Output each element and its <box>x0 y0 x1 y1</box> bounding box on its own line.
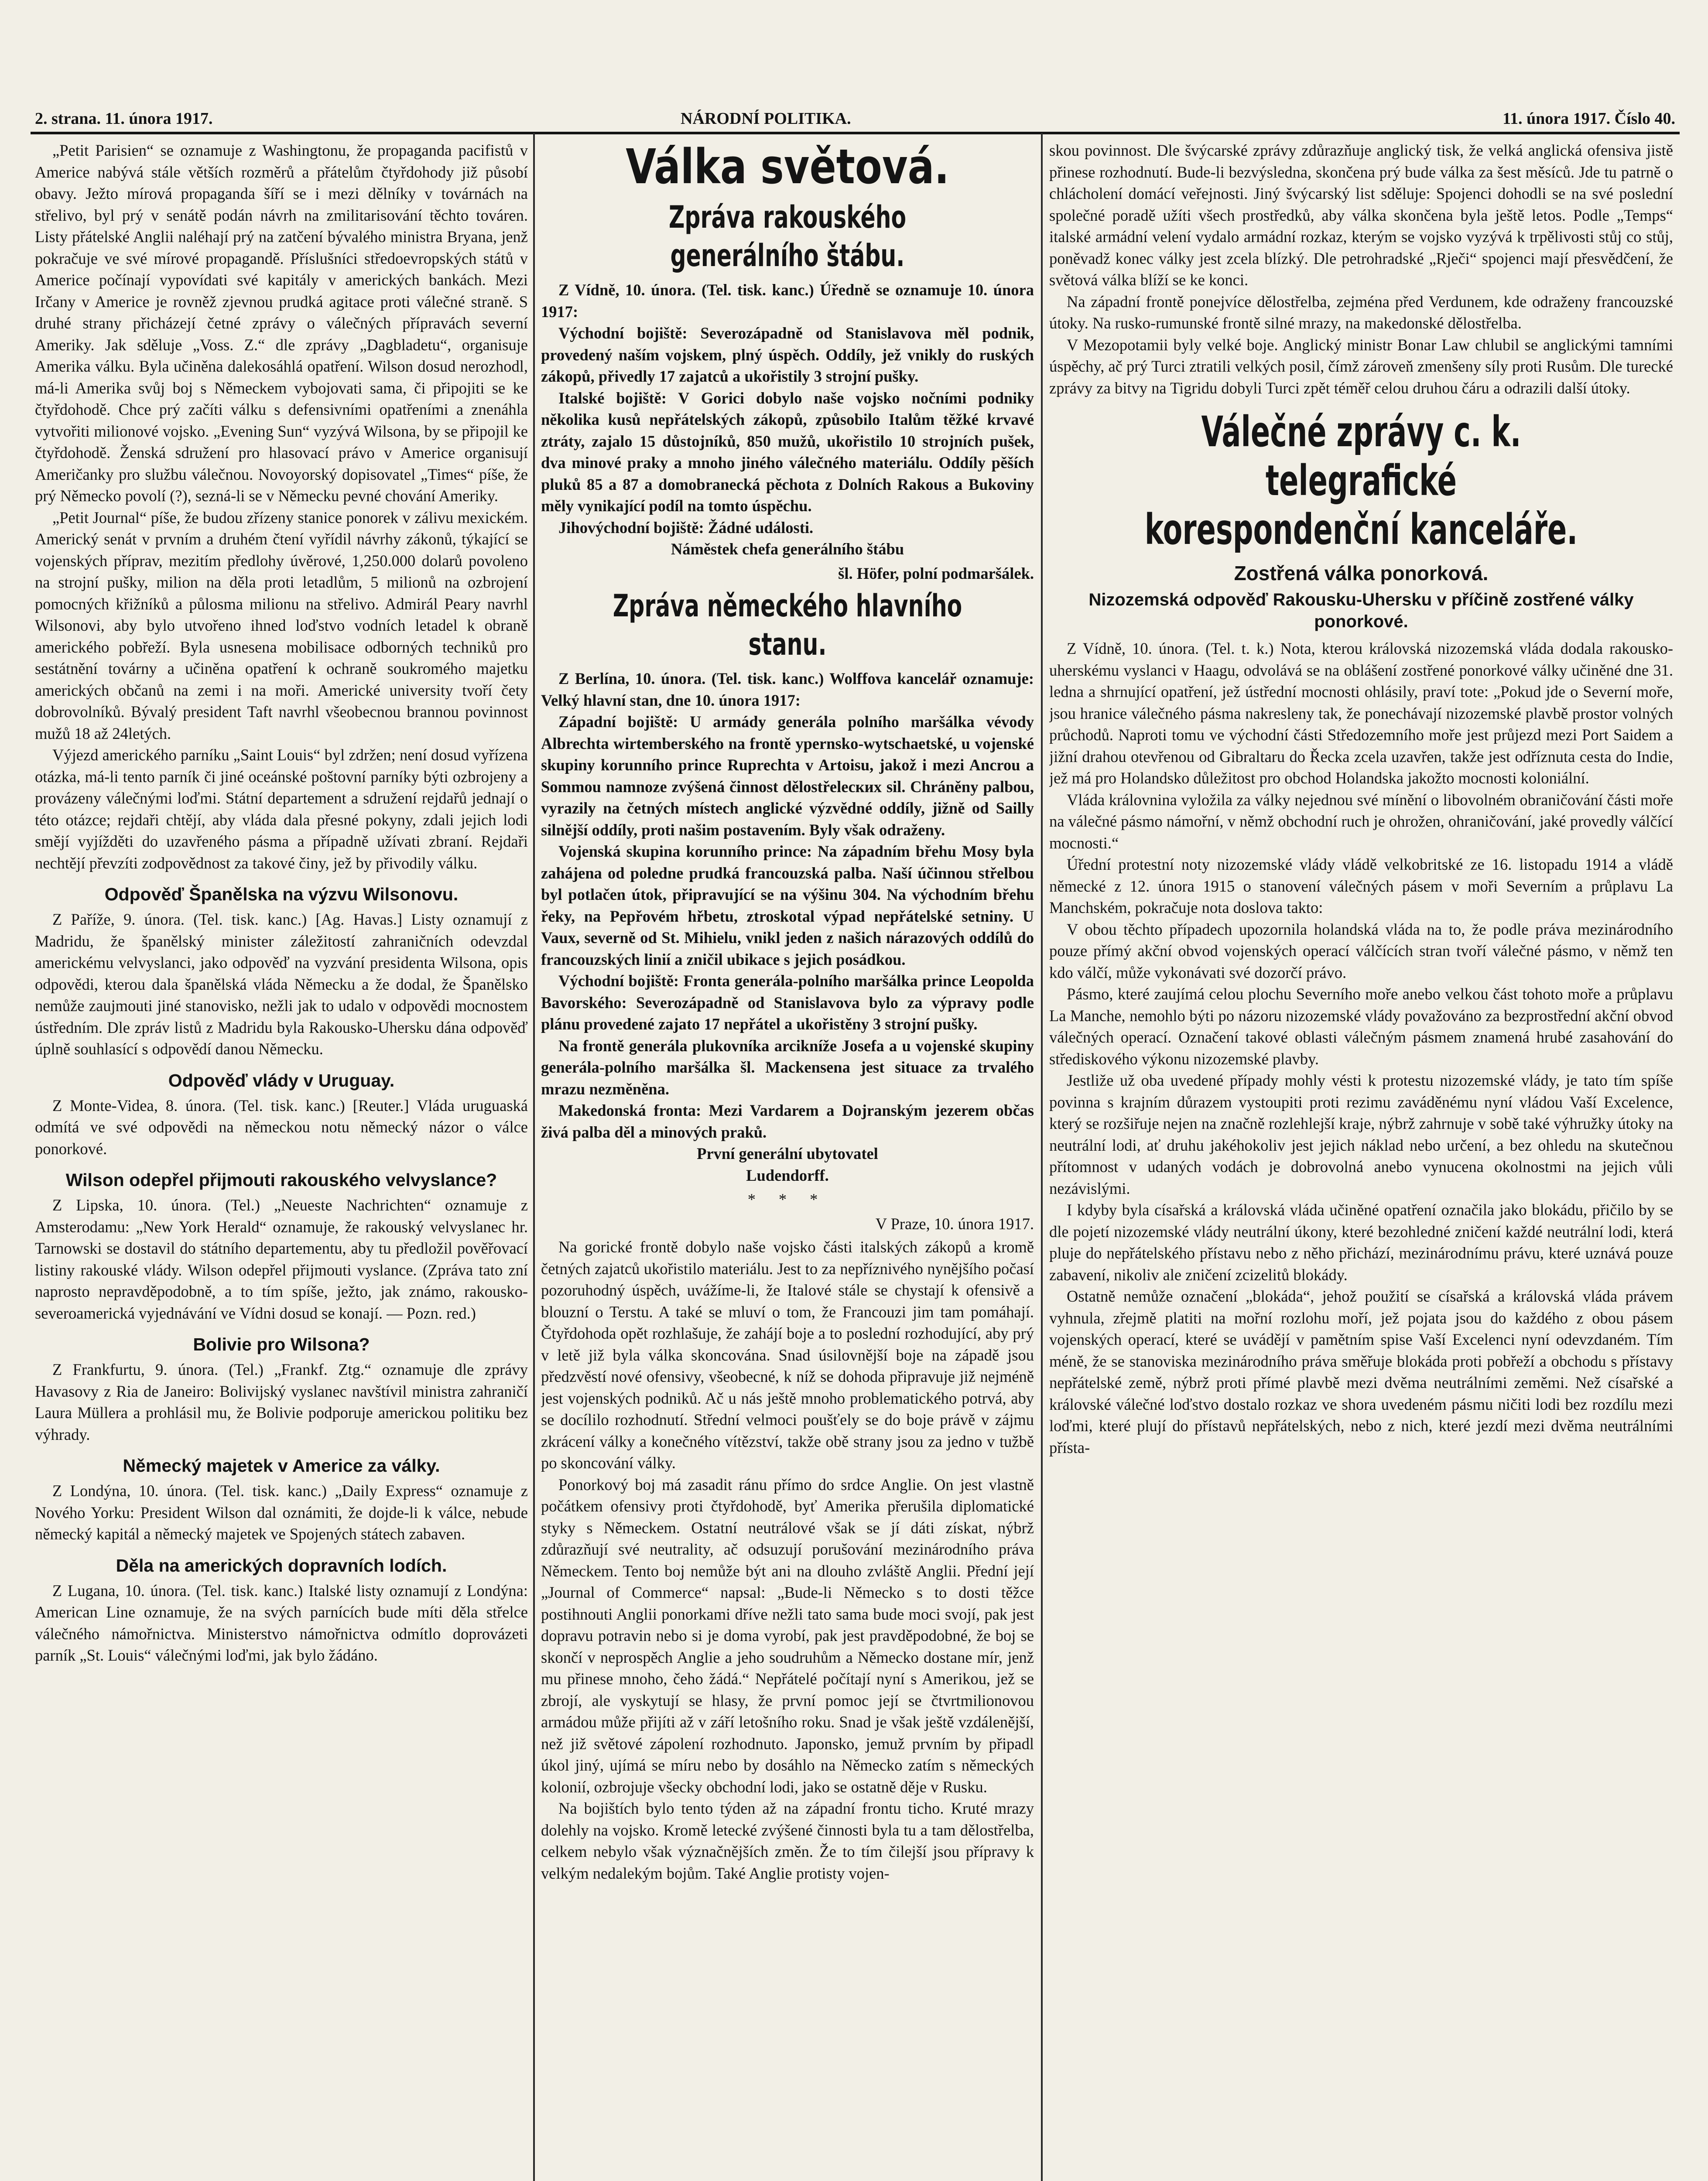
separator-stars: * * * <box>747 1190 828 1208</box>
section-title: Válka světová. <box>626 140 949 195</box>
headline-uruguay: Odpověď vlády v Uruguay. <box>168 1070 395 1090</box>
article-paragraph: Na gorické frontě dobylo naše vojsko části italských zákopů a kromě četných zajatců ukořistilo materiálu. Jest to za nepříznivého nynějšího počasí pozoruhodný úspěch, uvážíme-li, že Italové stále se chystají k ofensivě a blouzní o Terstu. A také se mluví o tom, že Francouzi jim tam pomáhají. Čtyřdohoda opět rozhlašuje, že zahájí boje a to poslední rozhodující, aby prý v letě již byla válka skoncována. Snad úsilovnější boje na západě jsou předzvěstí nové ofensivy, všeobecné, k níž se dohoda připravuje již nejméně jest vojenských podniků. Ač u nás ještě mnoho problematického potrvá, aby se docílilo rozhodnutí. Střední velmoci poušťely se do boje právě v zájmu zkrácení války a konečného vítězství, takže obě strany jsou za jedno v tužbě po skoncování války. <box>541 1238 1034 1472</box>
article-paragraph: Ostatně nemůže označení „blokáda“, jehož použití se císařská a královská vláda právem vyhnula, zřejmě platiti na mořní rozlohu moří, jež pojata jsou do každého z obou pásem vojenských operací, které se uvádějí v pamětním spise Vaší Excelenci nyní odevzdaném. Tím méně, že se stanoviska mezinárodního práva směřuje blokáda proti pobřeží a obchodu s přístavy nepřátelské země, nýbrž proti přímé plavbě mezi dvěma neutrálními zeměmi. Než císařské a královské válečné loďstvo dostalo rozkaz ve shora uvedeném pásmu ničiti lodi bez rozdílu mezi loďmi, které plují do přístavů nepřátelských, nebo z nich, které jezdí mezi dvěma neutrálními přísta- <box>1049 1287 1673 1456</box>
article-paragraph: V obou těchto případech upozornila holandská vláda na to, že podle práva mezinárodního pouze přímý akční obvod vojenských operací válčících stran tvoří válečné pásmo, v němž ten kdo válčí, může vykonávati své dozorčí právo. <box>1049 920 1673 981</box>
article-paragraph: Z Lugana, 10. února. (Tel. tisk. kanc.) Italské listy oznamují z Londýna: American Line oznamuje, že na svých parnících bude míti děla střelce válečného námořnictva. Ministerstvo námořnictva odmítlo doprovázeti parník „St. Louis“ válečnými loďmi, jak bylo žádáno. <box>35 1581 528 1664</box>
signature-line: První generální ubytovatel <box>697 1145 878 1162</box>
headline-submarine-war: Zostřená válka ponorková. <box>1234 562 1489 585</box>
header-right: 11. února 1917. Číslo 40. <box>1503 109 1675 128</box>
headline-german-report: Zpráva německého hlavního stanu. <box>613 588 962 662</box>
article-paragraph: Na frontě generála plukovníka arcikníže Josefa a u vojenské skupiny generála-polního maršálka šl. Mackensena jest situace za trvalého mrazu nezměněna. <box>541 1036 1034 1098</box>
article-paragraph: skou povinnost. Dle švýcarské zprávy zdůrazňuje anglický tisk, že velká anglická ofensiva jistě přinese rozhodnutí. Bude-li bezvýsledna, skončena prý bude válka za šest měsíců. Jde tu patrně o chlácholení domácí veřejnosti. Jiný švýcarský list sděluje: Spojenci dohodli se na své poslední společné poradě užíti všech prostředků, aby válka skončena byla ještě letos. Podle „Temps“ italské armádní velení vydalo armádní rozkaz, kterým se vojsko vyzývá k trpělivosti stůj co stůj, poněvadž konec války jest zcela blízký. Dle petrohradské „Rječi“ spojenci mají přesvědčení, že světová válka blíží se ke konci. <box>1049 141 1673 289</box>
article-paragraph: Východní bojiště: Fronta generála-polního maršálka prince Leopolda Bavorského: Severozápadně od Stanislavova bylo za výpravy podle plánu provedené zajato 17 nepřátel a ukořistěny 3 strojní pušky. <box>541 972 1034 1033</box>
article-paragraph: Pásmo, které zaujímá celou plochu Severního moře anebo velkou část tohoto moře a průplavu La Manche, nemohlo býti po názoru nizozemské vlády považováno za bezprostřední akční obvod válečných operací. Označení takové oblasti válečným pásmem znamená hrubé zasahování do střediskového výkonu nizozemské plavby. <box>1049 985 1673 1068</box>
article-paragraph: Z Vídně, 10. února. (Tel. tisk. kanc.) Úředně se oznamuje 10. února 1917: <box>541 281 1034 321</box>
headline-spain: Odpověď Španělska na výzvu Wilsonovu. <box>104 884 459 904</box>
header-left: 2. strana. 11. února 1917. <box>35 109 213 128</box>
article-paragraph: Úřední protestní noty nizozemské vlády vládě velkobritské ze 16. listopadu 1914 a vládě německé z 12. února 1915 o stanovení válečných pásem v moři Severním a průplavu La Manchském, pokračuje nota doslova takto: <box>1049 855 1673 916</box>
article-paragraph: Z Lipska, 10. února. (Tel.) „Neueste Nachrichten“ oznamuje z Amsterodamu: „New York Herald“ oznamuje, že rakouský velvyslanec hr. Tarnowski se dostavil do státního departementu, aby tu předložil pověřovací listiny rakouské vlády. Wilson odepřel přijmouti vyslance. (Zpráva tato zní naprosto nepravděpodobně, a to tím spíše, ježto, jak známo, rakousko-severoamerická vyjednávání ve Vídni dosud se konají. — Pozn. red.) <box>35 1196 528 1322</box>
article-paragraph: Na bojištích bylo tento týden až na západní frontu ticho. Kruté mrazy dolehly na vojsko. Kromě letecké zvýšené činnosti byla tu a tam dělostřelba, celkem nebylo však význačnějších změn. Že to tím čilejší jsou přípravy k velkým nedalekým bojům. Také Anglie protisty vojen- <box>541 1799 1034 1882</box>
headline-austrian-report: Zpráva rakouského generálního štábu. <box>668 199 907 273</box>
header-title: NÁRODNÍ POLITIKA. <box>681 109 851 128</box>
headline-bolivia: Bolivie pro Wilsona? <box>193 1334 370 1354</box>
article-paragraph: Východní bojiště: Severozápadně od Stanislavova měl podnik, provedený naším vojskem, plný úspěch. Oddíly, jež vnikly do ruských zákopů, přivedly 17 zajatců a ukořistily 3 strojní pušky. <box>541 324 1034 385</box>
article-paragraph: Z Londýna, 10. února. (Tel. tisk. kanc.) „Daily Express“ oznamuje z Nového Yorku: President Wilson dal oznámiti, že dojde-li k válce, nebude německý kapitál a německý majetek ve Spojených státech zabaven. <box>35 1482 528 1543</box>
article-paragraph: V Mezopotamii byly velké boje. Anglický ministr Bonar Law chlubil se anglickými tamními úspěchy, ač prý Turci ztratili velkých posil, čímž zároveň zmenšeny síly proti Rusům. Dle turecké zprávy za bitvy na Tigridu dobyli Turci zpět téměř celou druhou čáru a odrazili další útoky. <box>1049 335 1673 397</box>
column-3 <box>1049 140 1673 2181</box>
article-paragraph: Ponorkový boj má zasadit ránu přímo do srdce Anglie. On jest vlastně počátkem ofensivy proti čtyřdohodě, byť Amerika přerušila diplomatické styky s Německem. Ostatní neutrálové však se jí dáti získat, nýbrž zdůrazňují své neutrality, ač odsuzují porušování mezinárodního práva Německem. Tento boj nemůže být ani na dlouho zvláště Anglii. Přední její „Journal of Commerce“ napsal: „Bude-li Německo s to dosti těžce postihnouti Anglii ponorkami dříve nežli tato sama bude moci svojí, pak jest dopravu potravin nebo si je doma vyrobí, pak jest pravděpodobné, že boj se skončí v neprospěch Anglie a jeho soudruhům a Německo dostane mír, jenž mu přinese mnoho, čeho žádá.“ Nepřátelé počítají nyní s Amerikou, jež se zbrojí, ale vyskytují se hlasy, že první pomoc její se čtvrtmilionovou armádou může přijíti až v září letošního roku. Snad je však ještě vzdálenější, než již světové zápolení rozhodnuto. Japonsko, jemuž prvním by připadl úkol jiný, ujímá se míru nebo by dosáhlo na Německo zatím s německých kolonií, ozbrojuje všecky obchodní lodi, jako se ostatně děje v Rusku. <box>541 1475 1034 1796</box>
article-paragraph: Vojenská skupina korunního prince: Na západním břehu Mosy byla zahájena od poledne prudká francouzská palba. Naší účinnou střelbou byl potlačen útok, připravující se na výšinu 304. Na východním břehu řeky, na Pepřovém hřbetu, ztroskotal výpad nepřátelské setniny. U Vaux, severně od St. Mihielu, vnikl jeden z našich nárazových oddílů do francouzských linií a zničil ubikace s jejich posádkou. <box>541 842 1034 968</box>
headline-german-property: Německý majetek v Americe za války. <box>123 1456 440 1476</box>
article-paragraph: I kdyby byla císařská a královská vláda učiněné opatření označila jako blokádu, přičilo by se dle pojetí nizozemské vlády neutrální úkony, které bezohledné zničení každé neutrální lodi, která pluje do nepřátelského přístavu nebo z něho přichází, mezinárodnímu právu, které uznává pouze zabavení, nikoliv ale zničení zcizelitů blokády. <box>1049 1201 1673 1284</box>
article-paragraph: Výjezd amerického parníku „Saint Louis“ byl zdržen; není dosud vyřízena otázka, má-li tento parník či jiné oceánské poštovní parníky býti ozbrojeny a provázeny válečnými loďmi. Státní departement a sdružení rejdařů jednají o této otázce; rejdaři chtějí, aby vláda dala přesné pokyny, zdali jejich lodi smějí vyjížděti do uzavřeného pásma a případně užívati zbraní. Rejdaři nechtějí převzíti zodpovědnost za takové činy, jež by přivodily válku. <box>35 746 528 872</box>
article-paragraph: Italské bojiště: V Gorici dobylo naše vojsko nočními podniky několika kusů nepřátelských zákopů, způsobilo Italům těžké krvavé ztráty, zajalo 15 důstojníků, 850 mužů, ukořistilo 10 strojních pušek, dva minové praky a mnoho jiného válečného materiálu. Oddíly pěších pluků 85 a 87 a domobranecká pěchota z Dolních Rakous a Bukoviny měly vynikající podíl na tomto úspěchu. <box>541 389 1034 515</box>
headline-wilson-ambassador: Wilson odepřel přijmouti rakouského velvyslance? <box>65 1170 497 1190</box>
article-paragraph: „Petit Journal“ píše, že budou zřízeny stanice ponorek v zálivu mexickém. Americký senát v prvním a druhém čtení vyřídil návrhy zákonů, týkající se vojenských příprav, mezitím předlohy úvěrové, 1,250.000 dolarů povoleno na strojní pušky, milion na děla proti letadlům, 5 milionů na ozbrojení pomocných křižníků a půlosma milionu na střelivo. Admirál Peary navrhl Wilsonovi, aby bylo utvořeno ihned loďstvo vodních letadel k obraně amerického pobřeží. Byla usnesena mobilisace odborných techniků pro sestátnění továrny a učiněna opatření k ochraně soukromého majetku amerických občanů na zemi i na moři. Americké university tvoří čety dobrovolníků. Bývalý president Taft navrhl všeobecnou brannou povinnost mužů 18 až 24letých. <box>35 508 528 742</box>
page-header <box>35 109 1675 130</box>
article-paragraph: Z Frankfurtu, 9. února. (Tel.) „Frankf. Ztg.“ oznamuje dle zprávy Havasovy z Ria de Janeiro: Bolivijský vyslanec navštívil ministra zahraničí Laura Müllera a prohlásil mu, že Bolivie podporuje americkou politiku bez výhrady. <box>35 1361 528 1443</box>
column-rule-2 <box>1041 133 1043 2181</box>
signature-line: Náměstek chefa generálního štábu <box>671 540 904 558</box>
column-1 <box>35 140 528 2181</box>
headline-dutch-reply: Nizozemská odpověď Rakousku-Uhersku v příčině zostřené války ponorkové. <box>1088 590 1634 631</box>
dateline: V Praze, 10. února 1917. <box>875 1214 1034 1233</box>
signature-name: šl. Höfer, polní podmaršálek. <box>838 564 1034 582</box>
signature-name: Ludendorff. <box>746 1166 829 1184</box>
article-paragraph: Makedonská fronta: Mezi Vardarem a Dojranským jezerem občas živá palba děl a minových praků. <box>541 1101 1034 1141</box>
article-paragraph: Z Vídně, 10. února. (Tel. t. k.) Nota, kterou královská nizozemská vláda dodala rakousko-uherskému vyslanci v Haagu, odvolává se na oblášení zostřené ponorkové války učiněné dne 31. ledna a shrnující opatření, jež ústřední mocnosti ohlásily, praví tote: „Pokud jde o Severní moře, jsou hranice válečného pásma nakresleny tak, že ponechávají nizozemské plavbě prostor volných průchodů. Naproti tomu ve východní části Středozemního moře jest průjezd mezi Port Saidem a jižní drahou otevřenou od Gibraltaru do Řecka zcela uzavřen, takže jest odříznuta cesta do Indie, jež má pro Holandsko důležitost pro obchod Holandska jakožto mocnosti koloniální. <box>1049 639 1673 787</box>
article-paragraph: Z Monte-Videa, 8. února. (Tel. tisk. kanc.) [Reuter.] Vláda uruguaská odmítá ve své odpovědi na německou notu německý názor o válce ponorkové. <box>35 1096 528 1158</box>
article-paragraph: Jestliže už oba uvedené případy mohly vésti k protestu nizozemské vlády, je tato tím spíše povinna s krajním důrazem vystoupiti proti rezimu zaváděnému nyní vládou Vaší Excelence, který se rozšiřuje nejen na značně rozlehlejší kraje, nýbrž zahrnuje v sobě také výhružky útoky na neutrální lodi, ať druhu jakéhokoliv jest jejich náklad nebo určení, a bez ohledu na skutečnou přítomnost v udaných vodách je dobrovolná anebo vynucena okolnostmi na jejich vůli nezávislými. <box>1049 1071 1673 1197</box>
article-paragraph: Z Berlína, 10. února. (Tel. tisk. kanc.) Wolffova kancelář oznamuje: Velký hlavní stan, dne 10. února 1917: <box>541 670 1034 709</box>
column-rule-1 <box>533 133 535 2181</box>
article-paragraph: Jihovýchodní bojiště: Žádné události. <box>558 518 814 537</box>
article-paragraph: Západní bojiště: U armády generála polního maršálka vévody Albrechta wirtemberského na frontě ypernsko-wytschaetské, u vojenské skupiny korunního prince Ruprechta v Artoisu, jakož i mezi Ancrou a Sommou namnoze zvýšená činnost dělostřelecких sil. Chráněny palbou, vyrazily na četných místech anglické výzvědné oddíly, jižně od Sailly silnější oddíly, proti našim postavením. Byly však odraženy. <box>541 713 1034 839</box>
column-2 <box>541 140 1034 2181</box>
article-paragraph: Vláda královnina vyložila za války nejednou své mínění o libovolném obraničování části moře na válečné pásmo námořní, v němž obchodní ruch je ohrožen, ohraničování, jaké provedly válčící mocnosti.“ <box>1049 790 1673 852</box>
article-paragraph: Na západní frontě ponejvíce dělostřelba, zejména před Verdunem, kde odraženy francouzské útoky. Na rusko-rumunské frontě silné mrazy, na makedonské dělostřelba. <box>1049 292 1673 332</box>
headline-telegraph-bureau: Válečné zprávy c. k. telegrafické korespondenční kanceláře. <box>1144 407 1578 554</box>
headline-guns-on-ships: Děla na amerických dopravních lodích. <box>116 1555 447 1576</box>
article-paragraph: Z Paříže, 9. února. (Tel. tisk. kanc.) [Ag. Havas.] Listy oznamují z Madridu, že španělský minister záležitostí zahraničních odevzdal americkému velvyslanci, jako odpověď na vyzvání presidenta Wilsona, opis odpovědi, kterou dala španělská vláda Německu a že dodal, že Španělsko nemůže zaujmouti jiné stanovisko, nežli jak to udalo v odpovědi mocnostem ústředním. Dle zpráv listů z Madridu byla Rakousko-Uhersku dána odpověď úplně souhlasící s odpovědí danou Německu. <box>35 910 528 1058</box>
header-rule <box>31 132 1680 134</box>
article-paragraph: „Petit Parisien“ se oznamuje z Washingtonu, že propaganda pacifistů v Americe nabývá stále větších rozměrů a přátelům čtyřdohody již působí obavy. Ježto mírová propaganda šíří se i mezi dělníky v továrnách na střelivo, byl prý v senátě podán návrh na zmilitarisování těchto továren. Listy přátelské Anglii naléhají prý na zatčení bývalého ministra Bryana, jenž pokračuje ve své mírové propagandě. Příslušníci středoevropských států v Americe počínají vypovídati své kapitály v amerických bankách. Mezi Irčany v Americe je rovněž zjevnou prudká agitace proti válečné straně. S druhé strany přicházejí četné zprávy o válečných přípravách severní Ameriky. Jak sděluje „Voss. Z.“ dle zprávy „Dagbladetu“, organisuje Amerika válku. Byla učiněna dalekosáhlá opatření. Wilson dosud nerozhodl, má-li Amerika svůj boj s Německem vybojovati sama, či připojiti se ke čtyřdohodě. Chce prý začíti válku s defensivními opatřeními a znenáhla vytvořiti milionové vojsko. „Evening Sun“ vyzývá Wilsona, by se připojil ke čtyřdohodě. Ženská sdružení pro hlasovací právo v Americe organisují Američanky pro službu válečnou. Novoyorský dopisovatel „Times“ píše, že prý Německo povolí (?), sezná-li se v Německu pevné chování Ameriky. <box>35 141 528 505</box>
